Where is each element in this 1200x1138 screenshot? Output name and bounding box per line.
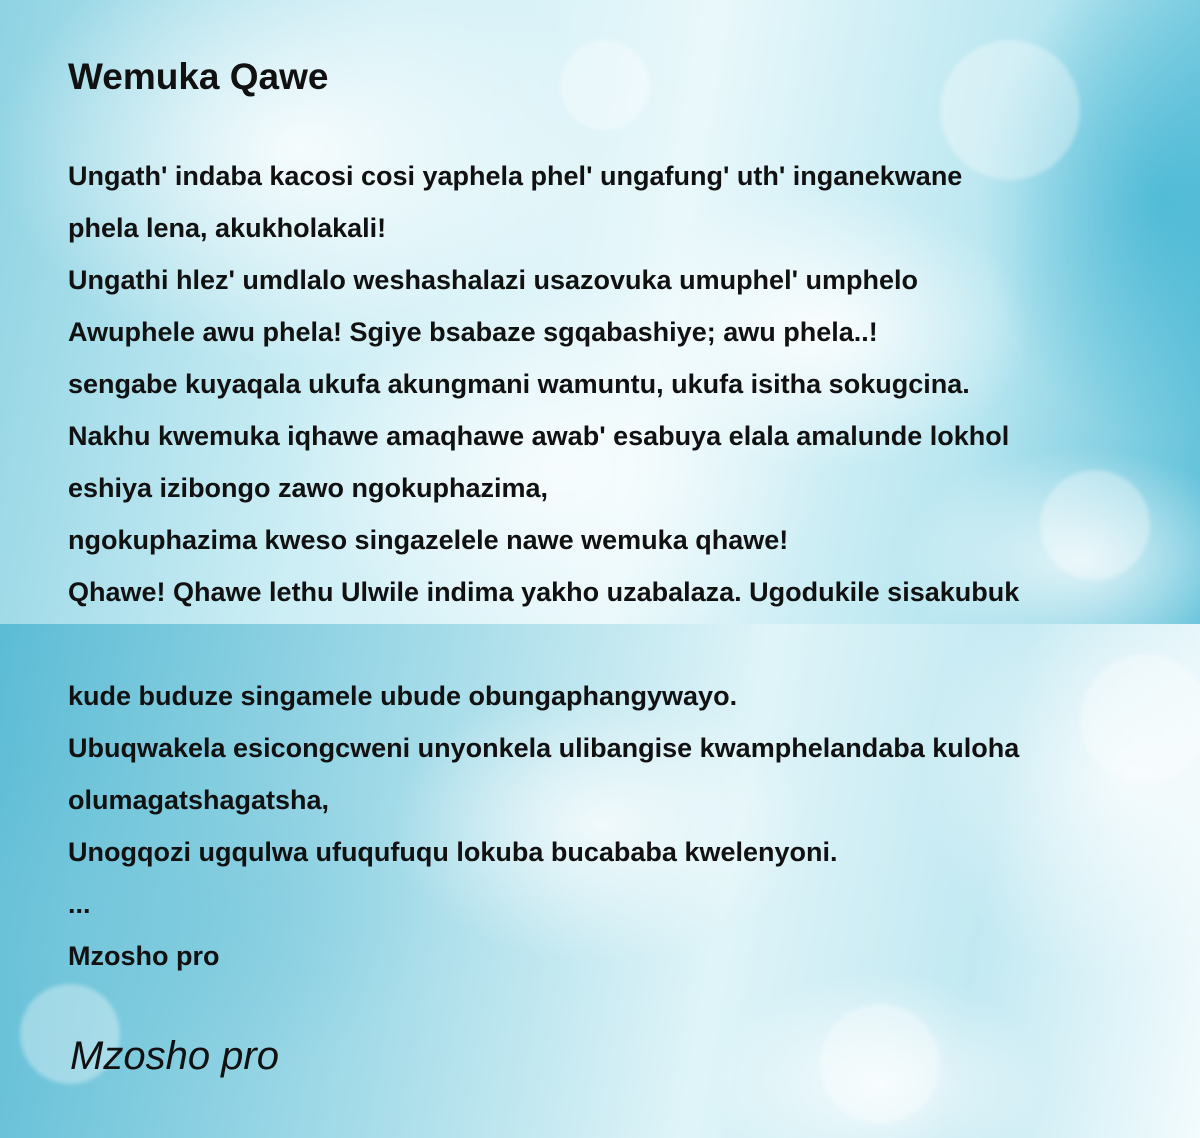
poem-line: Qhawe! Qhawe lethu Ulwile indima yakho uzabalaza. Ugodukile sisakubuk <box>68 577 1020 607</box>
poem-signoff: Mzosho pro <box>68 941 220 971</box>
poem-line: ngokuphazima kweso singazelele nawe wemuka qhawe! <box>68 525 789 555</box>
poem-line: sengabe kuyaqala ukufa akungmani wamuntu, ukufa isitha sokugcina. <box>68 369 970 399</box>
poem-line: Ungath' indaba kacosi cosi yaphela phel' ungafung' uth' inganekwane <box>68 161 963 191</box>
poem-line: Ubuqwakela esicongcweni unyonkela ulibangise kwamphelandaba kuloha <box>68 733 1020 763</box>
poem-body-part-2 <box>68 670 1019 982</box>
poem-line: eshiya izibongo zawo ngokuphazima, <box>68 473 549 503</box>
poem-line: Awuphele awu phela! Sgiye bsabaze sgqabashiye; awu phela..! <box>68 317 878 347</box>
poem-line: kude buduze singamele ubude obungaphangywayo. <box>68 681 738 711</box>
poem-line: Nakhu kwemuka iqhawe amaqhawe awab' esabuya elala amalunde lokhol <box>68 421 1010 451</box>
poem-line: Ungathi hlez' umdlalo weshashalazi usazovuka umuphel' umphelo <box>68 265 918 295</box>
background-bottom-panel <box>0 624 1200 1138</box>
poem-body-part-1 <box>68 150 1019 618</box>
bokeh-light <box>820 1004 940 1124</box>
bokeh-light <box>560 40 650 130</box>
poem-line: phela lena, akukholakali! <box>68 213 387 243</box>
poem-line: olumagatshagatsha, <box>68 785 330 815</box>
bokeh-light <box>1040 470 1150 580</box>
poem-line: ... <box>68 889 91 919</box>
poem-line: Unogqozi ugqulwa ufuqufuqu lokuba bucababa kwelenyoni. <box>68 837 838 867</box>
poem-title: Wemuka Qawe <box>68 56 329 97</box>
bokeh-light <box>1080 654 1200 784</box>
author-name: Mzosho pro <box>70 1034 279 1078</box>
